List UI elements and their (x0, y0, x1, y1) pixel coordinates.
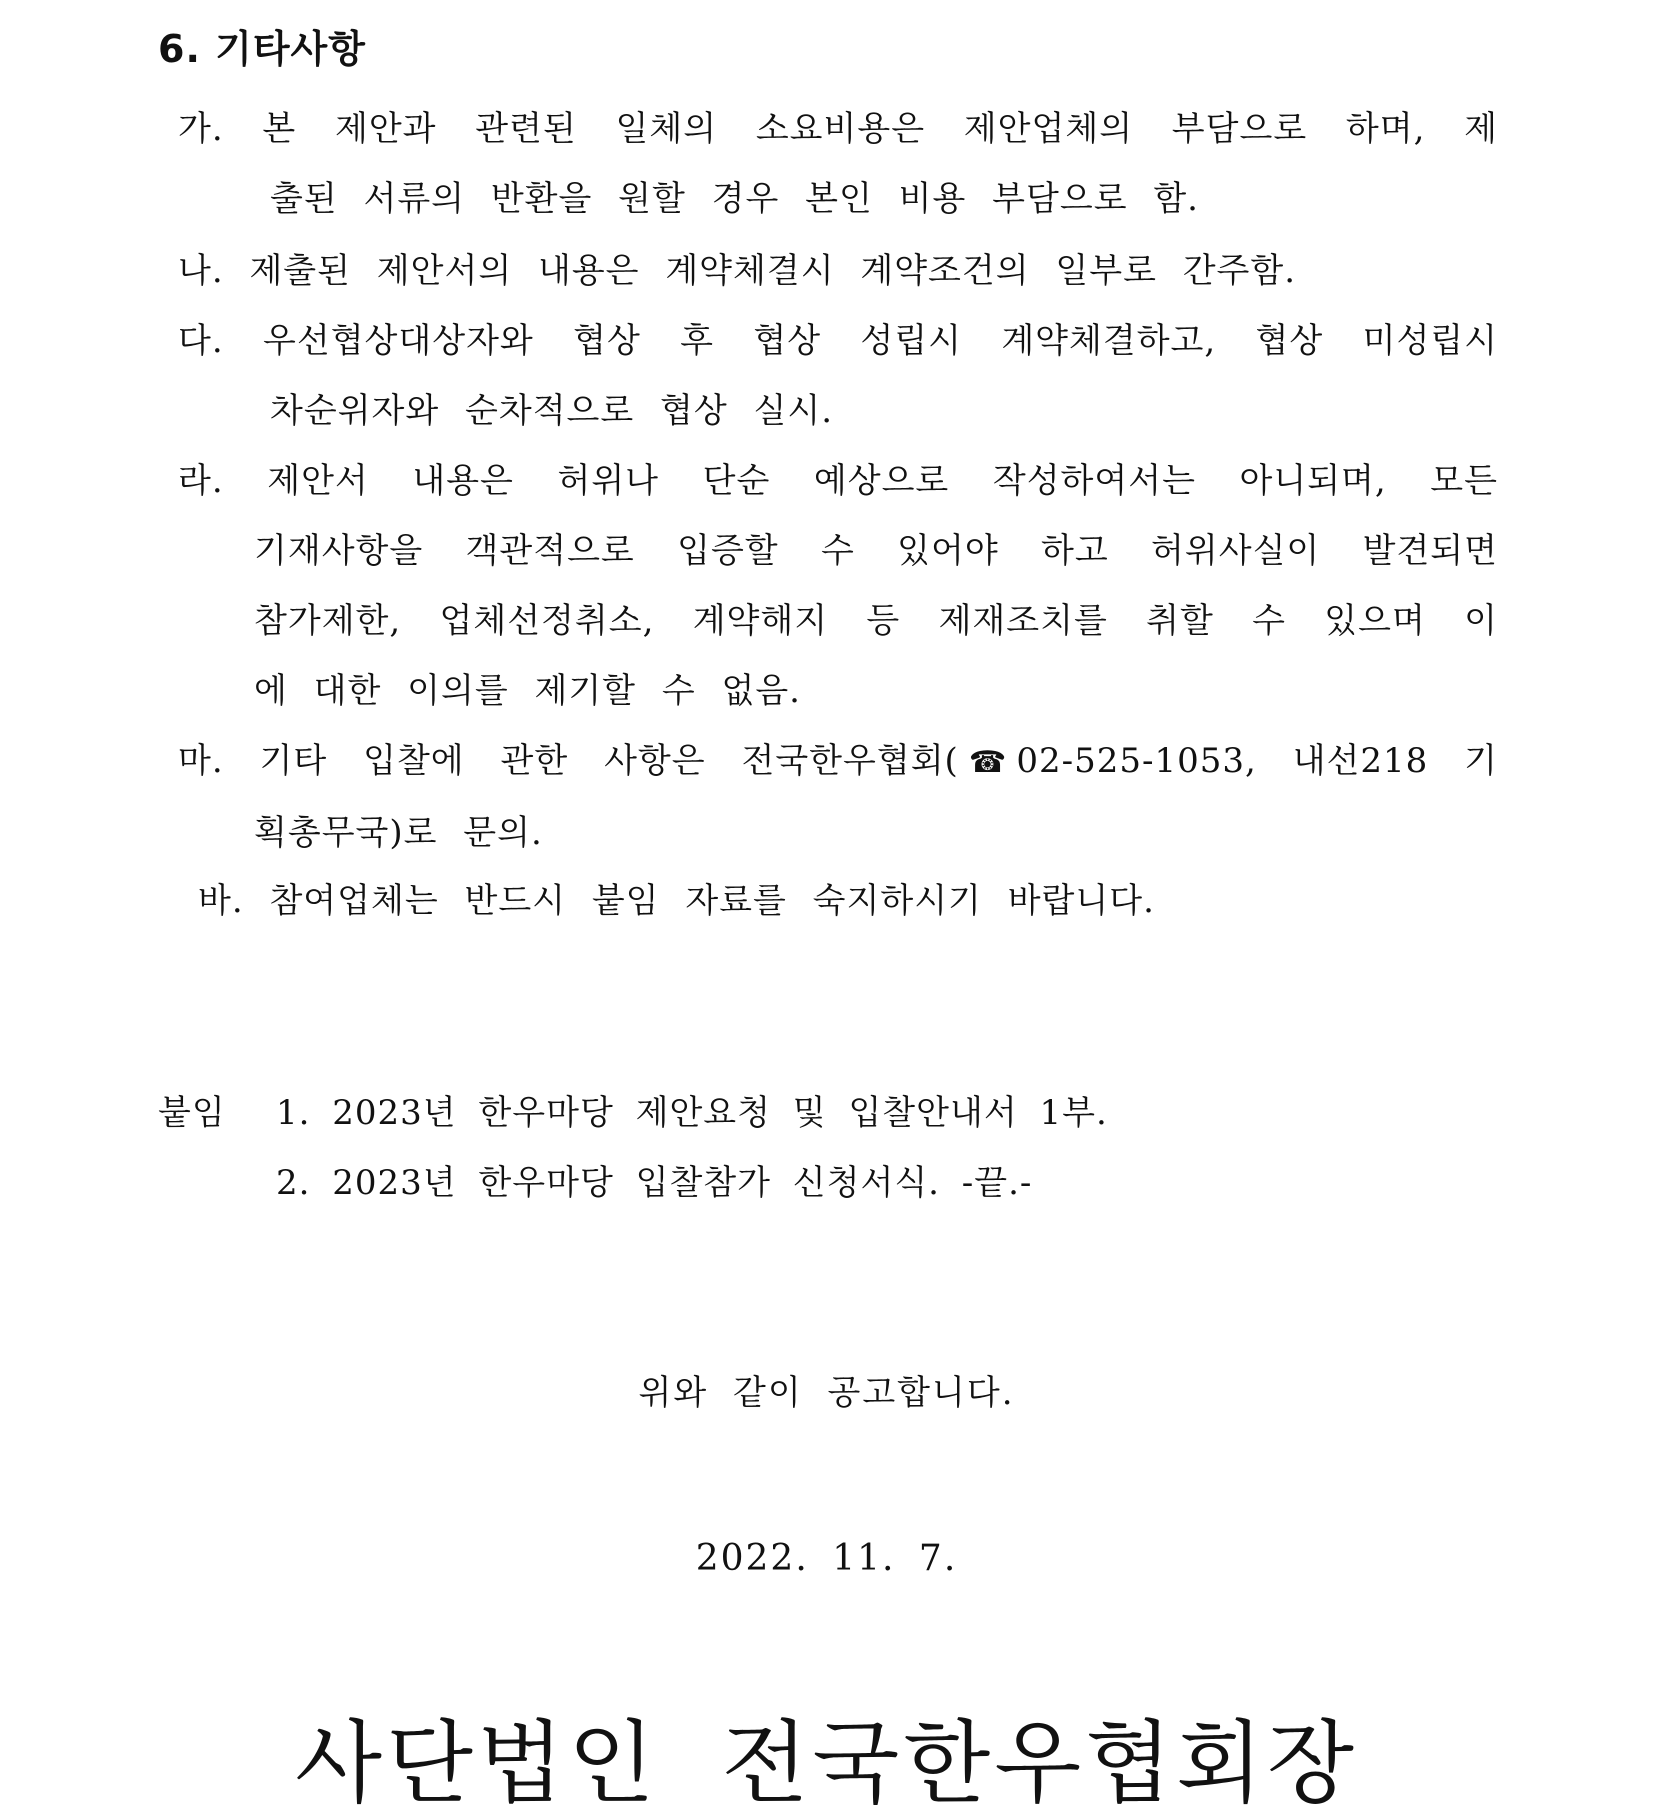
item-ga (178, 94, 1498, 234)
item-ra-line-3: 참가제한, 업체선정취소, 계약해지 등 제재조치를 취할 수 있으며 이 (254, 601, 1498, 641)
item-na (178, 236, 1498, 306)
item-da-line-1: 다. 우선협상대상자와 협상 후 협상 성립시 계약체결하고, 협상 미성립시 (178, 321, 1498, 361)
attachment-row-2 (158, 1148, 1108, 1218)
signer-title: 사단법인 전국한우협회장 (295, 1711, 1358, 1816)
item-ma-prefix: 마. 기타 입찰에 관한 사항은 전국한우협회( (178, 741, 959, 781)
item-ga-line-2: 출된 서류의 반환을 원할 경우 본인 비용 부담으로 함. (270, 179, 1199, 219)
item-ra-line-4: 에 대한 이의를 제기할 수 없음. (254, 671, 801, 711)
phone-icon: ☎ (958, 745, 1017, 780)
item-ga-line-1: 가. 본 제안과 관련된 일체의 소요비용은 제안업체의 부담으로 하며, 제 (178, 109, 1498, 149)
closing-statement: 위와 같이 공고합니다. (638, 1373, 1015, 1413)
item-ma-line-1 (178, 726, 1498, 798)
attachments (158, 1078, 1108, 1218)
item-ra (178, 446, 1498, 726)
attachments-label: 붙임 (158, 1093, 226, 1133)
attachment-row-1 (158, 1078, 1108, 1148)
item-da (178, 306, 1498, 446)
item-ra-line-2: 기재사항을 객관적으로 입증할 수 있어야 하고 허위사실이 발견되면 (254, 531, 1498, 571)
item-ba (198, 866, 1518, 936)
item-ma-line-2: 획총무국)로 문의. (254, 813, 543, 853)
section-title: 6. 기타사항 (158, 27, 366, 71)
item-ba-line-1: 바. 참여업체는 반드시 붙임 자료를 숙지하시기 바랍니다. (198, 881, 1155, 921)
attachment-entry-1: 1. 2023년 한우마당 제안요청 및 입찰안내서 1부. (276, 1093, 1108, 1133)
announcement-date: 2022. 11. 7. (695, 1538, 958, 1579)
item-ma-suffix: 02-525-1053, 내선218 기 (1016, 741, 1498, 781)
attachment-entry-2: 2. 2023년 한우마당 입찰참가 신청서식. -끝.- (276, 1163, 1033, 1203)
item-ma (178, 726, 1498, 868)
item-da-line-2: 차순위자와 순차적으로 협상 실시. (270, 391, 834, 431)
item-na-line-1: 나. 제출된 제안서의 내용은 계약체결시 계약조건의 일부로 간주함. (178, 251, 1297, 291)
item-ra-line-1: 라. 제안서 내용은 허위나 단순 예상으로 작성하여서는 아니되며, 모든 (178, 461, 1498, 501)
